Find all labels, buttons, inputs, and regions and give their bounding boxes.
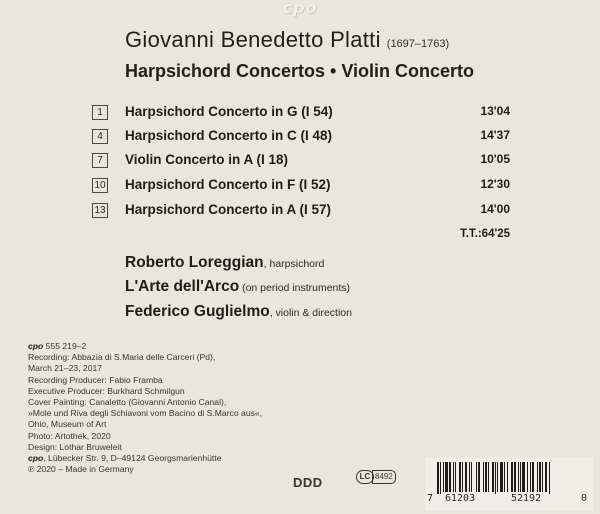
barcode-bar [511, 462, 513, 492]
credits-block [28, 341, 338, 475]
track-duration: 12'30 [480, 177, 510, 191]
track-number: 1 [92, 105, 108, 120]
barcode-bar [462, 462, 463, 492]
barcode-bar [497, 462, 498, 492]
barcode-bar [500, 462, 503, 492]
executive-producer: Executive Producer: Burkhard Schmilgun [28, 385, 185, 396]
performer [125, 254, 324, 272]
barcode-bar [518, 462, 519, 492]
barcode-bar [471, 462, 472, 492]
barcode-digit-first: 7 [427, 493, 434, 504]
barcode-group-left: 61203 [445, 493, 476, 504]
ddd-mark: DDD [293, 475, 323, 490]
barcode-bar [504, 462, 505, 492]
track-number: 4 [92, 129, 108, 144]
track-row [92, 202, 510, 220]
barcode-bar [545, 462, 547, 492]
performer [125, 278, 350, 296]
painting-location: Ohio, Museum of Art [28, 419, 107, 430]
composer-dates: (1697–1763) [386, 38, 450, 50]
barcode-digit-last: 0 [581, 493, 588, 504]
performer-role: (on period instruments) [239, 282, 351, 294]
track-title: Violin Concerto in A (I 18) [125, 152, 289, 167]
track-row [92, 128, 510, 146]
copyright-line: ℗ 2020 – Made in Germany [28, 464, 134, 475]
barcode-bar [453, 462, 454, 492]
cpo-logo: cpo [282, 0, 318, 17]
barcode-bar [443, 462, 444, 492]
lc-badge: LC [356, 470, 374, 484]
track-duration: 13'04 [480, 104, 510, 118]
barcode-bar [530, 462, 531, 492]
cpo-brand: cpo [28, 453, 44, 464]
track-duration: 14'37 [480, 128, 510, 142]
barcode-bar [445, 462, 448, 492]
performer [125, 303, 352, 321]
barcode-bar [542, 462, 543, 492]
track-title: Harpsichord Concerto in F (I 52) [125, 177, 331, 192]
design-credit: Design: Lothar Bruweleit [28, 441, 122, 452]
painting-title: »Mole und Riva degli Schiavoni vom Bacino di S.Marco aus«, [28, 408, 263, 419]
barcode-bar [537, 462, 538, 492]
track-duration: 14'00 [480, 202, 510, 216]
track-row [92, 177, 510, 195]
barcode-bar [485, 462, 487, 492]
recording-date: March 21–23, 2017 [28, 363, 103, 374]
album-subtitle: Harpsichord Concertos • Violin Concerto [125, 61, 475, 81]
track-title: Harpsichord Concerto in G (I 54) [125, 104, 333, 119]
barcode-bar [483, 462, 484, 492]
barcode-bar [492, 462, 494, 492]
photo-credit: Photo: Artothek, 2020 [28, 430, 111, 441]
recording-line: Recording: Abbazia di S.Maria delle Carceri (Pd), [28, 352, 216, 363]
track-row [92, 104, 510, 122]
track-number: 10 [92, 178, 108, 193]
track-number: 13 [92, 203, 108, 218]
barcode-bar [539, 462, 541, 492]
total-time: T.T.:64'25 [459, 228, 510, 240]
recording-producer: Recording Producer: Fabio Framba [28, 374, 163, 385]
barcode-group-right: 52192 [511, 493, 542, 504]
barcode-bar [440, 462, 441, 494]
barcode-bar [532, 462, 534, 492]
performer-name: Federico Guglielmo [125, 303, 270, 320]
barcode-bar [455, 462, 456, 492]
lc-number: 8492 [372, 470, 396, 484]
composer-name: Giovanni Benedetto Platti [125, 27, 381, 52]
barcode-bar [495, 462, 496, 494]
catalog-number: 555 219–2 [43, 341, 87, 351]
performer-role: , violin & direction [269, 307, 352, 319]
barcode-bar [437, 462, 439, 494]
barcode-bar [465, 462, 467, 492]
barcode-bar [449, 462, 451, 492]
performer-name: Roberto Loreggian [125, 254, 264, 271]
barcode-bar [459, 462, 461, 492]
barcode-bar [478, 462, 480, 492]
barcode [425, 458, 593, 510]
performer-role: , harpsichord [263, 258, 325, 270]
catalog-line [28, 341, 338, 352]
track-title: Harpsichord Concerto in C (I 48) [125, 128, 333, 143]
address-text: , Lübecker Str. 9, D–49124 Georgsmarienhütte [43, 453, 222, 464]
cover-painting: Cover Painting: Canaletto (Giovanni Antonio Canal), [28, 397, 227, 408]
barcode-bar [507, 462, 508, 492]
performer-name: L'Arte dell'Arco [125, 278, 240, 295]
barcode-bar [488, 462, 489, 492]
barcode-bar [514, 462, 516, 492]
composer-heading [125, 27, 449, 53]
barcode-bar [522, 462, 525, 492]
track-duration: 10'05 [480, 152, 510, 166]
track-row [92, 152, 510, 170]
barcode-bars [425, 458, 593, 494]
track-number: 7 [92, 153, 108, 168]
track-title: Harpsichord Concerto in A (I 57) [125, 202, 332, 217]
barcode-bar [520, 462, 521, 492]
label-code [356, 470, 396, 485]
barcode-bar [549, 462, 550, 494]
barcode-bar [469, 462, 470, 492]
barcode-bar [476, 462, 477, 492]
cpo-brand: cpo [28, 341, 44, 351]
address-line [28, 453, 338, 464]
barcode-bar [527, 462, 528, 492]
